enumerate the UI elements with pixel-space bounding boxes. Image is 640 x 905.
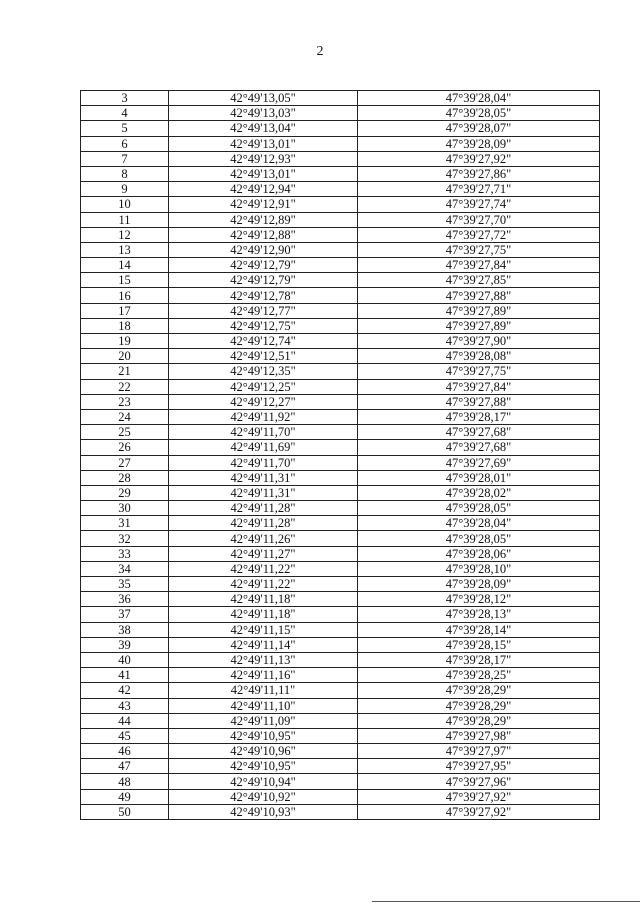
latitude-cell: 42°49'11,69" bbox=[169, 440, 358, 455]
table-row bbox=[81, 607, 600, 622]
table-row bbox=[81, 334, 600, 349]
latitude-cell: 42°49'11,26" bbox=[169, 531, 358, 546]
point-number-cell: 33 bbox=[81, 546, 169, 561]
latitude-cell: 42°49'12,75" bbox=[169, 318, 358, 333]
latitude-cell: 42°49'11,70" bbox=[169, 425, 358, 440]
point-number-cell: 13 bbox=[81, 242, 169, 257]
point-number-cell: 15 bbox=[81, 273, 169, 288]
latitude-cell: 42°49'11,31" bbox=[169, 470, 358, 485]
table-row bbox=[81, 652, 600, 667]
bottom-rule bbox=[372, 901, 640, 902]
longitude-cell: 47°39'27,92" bbox=[358, 789, 600, 804]
point-number-cell: 21 bbox=[81, 364, 169, 379]
longitude-cell: 47°39'28,01" bbox=[358, 470, 600, 485]
table-row bbox=[81, 273, 600, 288]
longitude-cell: 47°39'28,29" bbox=[358, 683, 600, 698]
longitude-cell: 47°39'27,95" bbox=[358, 759, 600, 774]
longitude-cell: 47°39'28,29" bbox=[358, 713, 600, 728]
table-row bbox=[81, 501, 600, 516]
longitude-cell: 47°39'27,97" bbox=[358, 744, 600, 759]
table-row bbox=[81, 136, 600, 151]
longitude-cell: 47°39'27,88" bbox=[358, 394, 600, 409]
table-row bbox=[81, 622, 600, 637]
point-number-cell: 11 bbox=[81, 212, 169, 227]
longitude-cell: 47°39'28,08" bbox=[358, 349, 600, 364]
table-row bbox=[81, 561, 600, 576]
point-number-cell: 46 bbox=[81, 744, 169, 759]
longitude-cell: 47°39'27,69" bbox=[358, 455, 600, 470]
point-number-cell: 28 bbox=[81, 470, 169, 485]
longitude-cell: 47°39'27,68" bbox=[358, 425, 600, 440]
longitude-cell: 47°39'27,68" bbox=[358, 440, 600, 455]
point-number-cell: 23 bbox=[81, 394, 169, 409]
point-number-cell: 45 bbox=[81, 728, 169, 743]
latitude-cell: 42°49'10,95" bbox=[169, 728, 358, 743]
point-number-cell: 4 bbox=[81, 106, 169, 121]
table-row bbox=[81, 242, 600, 257]
longitude-cell: 47°39'28,29" bbox=[358, 698, 600, 713]
point-number-cell: 16 bbox=[81, 288, 169, 303]
table-row bbox=[81, 364, 600, 379]
longitude-cell: 47°39'28,04" bbox=[358, 516, 600, 531]
table-row bbox=[81, 789, 600, 804]
latitude-cell: 42°49'11,28" bbox=[169, 501, 358, 516]
longitude-cell: 47°39'27,92" bbox=[358, 804, 600, 819]
longitude-cell: 47°39'27,75" bbox=[358, 242, 600, 257]
point-number-cell: 39 bbox=[81, 637, 169, 652]
latitude-cell: 42°49'12,91" bbox=[169, 197, 358, 212]
longitude-cell: 47°39'28,12" bbox=[358, 592, 600, 607]
table-row bbox=[81, 577, 600, 592]
longitude-cell: 47°39'28,09" bbox=[358, 577, 600, 592]
longitude-cell: 47°39'28,13" bbox=[358, 607, 600, 622]
latitude-cell: 42°49'10,93" bbox=[169, 804, 358, 819]
point-number-cell: 41 bbox=[81, 668, 169, 683]
table-row bbox=[81, 379, 600, 394]
table-row bbox=[81, 303, 600, 318]
table-row bbox=[81, 166, 600, 181]
longitude-cell: 47°39'27,84" bbox=[358, 258, 600, 273]
point-number-cell: 47 bbox=[81, 759, 169, 774]
latitude-cell: 42°49'11,16" bbox=[169, 668, 358, 683]
table-row bbox=[81, 744, 600, 759]
page-number: 2 bbox=[316, 44, 324, 59]
latitude-cell: 42°49'11,18" bbox=[169, 592, 358, 607]
latitude-cell: 42°49'12,77" bbox=[169, 303, 358, 318]
latitude-cell: 42°49'11,22" bbox=[169, 561, 358, 576]
latitude-cell: 42°49'12,51" bbox=[169, 349, 358, 364]
longitude-cell: 47°39'27,86" bbox=[358, 166, 600, 181]
longitude-cell: 47°39'28,05" bbox=[358, 501, 600, 516]
latitude-cell: 42°49'12,74" bbox=[169, 334, 358, 349]
latitude-cell: 42°49'11,15" bbox=[169, 622, 358, 637]
table-row bbox=[81, 106, 600, 121]
latitude-cell: 42°49'11,22" bbox=[169, 577, 358, 592]
point-number-cell: 40 bbox=[81, 652, 169, 667]
table-row bbox=[81, 698, 600, 713]
longitude-cell: 47°39'27,92" bbox=[358, 151, 600, 166]
table-row bbox=[81, 349, 600, 364]
point-number-cell: 43 bbox=[81, 698, 169, 713]
point-number-cell: 34 bbox=[81, 561, 169, 576]
latitude-cell: 42°49'12,78" bbox=[169, 288, 358, 303]
table-row bbox=[81, 683, 600, 698]
longitude-cell: 47°39'28,05" bbox=[358, 531, 600, 546]
longitude-cell: 47°39'28,06" bbox=[358, 546, 600, 561]
latitude-cell: 42°49'11,70" bbox=[169, 455, 358, 470]
latitude-cell: 42°49'10,92" bbox=[169, 789, 358, 804]
longitude-cell: 47°39'27,89" bbox=[358, 303, 600, 318]
table-row bbox=[81, 531, 600, 546]
table-row bbox=[81, 121, 600, 136]
table-row bbox=[81, 485, 600, 500]
table-row bbox=[81, 394, 600, 409]
table-row bbox=[81, 804, 600, 819]
latitude-cell: 42°49'11,92" bbox=[169, 409, 358, 424]
latitude-cell: 42°49'10,96" bbox=[169, 744, 358, 759]
table-row bbox=[81, 258, 600, 273]
point-number-cell: 31 bbox=[81, 516, 169, 531]
latitude-cell: 42°49'12,90" bbox=[169, 242, 358, 257]
point-number-cell: 3 bbox=[81, 91, 169, 106]
table-row bbox=[81, 440, 600, 455]
longitude-cell: 47°39'27,88" bbox=[358, 288, 600, 303]
longitude-cell: 47°39'27,89" bbox=[358, 318, 600, 333]
latitude-cell: 42°49'12,89" bbox=[169, 212, 358, 227]
longitude-cell: 47°39'28,15" bbox=[358, 637, 600, 652]
longitude-cell: 47°39'28,07" bbox=[358, 121, 600, 136]
point-number-cell: 25 bbox=[81, 425, 169, 440]
point-number-cell: 18 bbox=[81, 318, 169, 333]
table-row bbox=[81, 151, 600, 166]
longitude-cell: 47°39'27,98" bbox=[358, 728, 600, 743]
point-number-cell: 29 bbox=[81, 485, 169, 500]
longitude-cell: 47°39'28,09" bbox=[358, 136, 600, 151]
latitude-cell: 42°49'11,11" bbox=[169, 683, 358, 698]
table-row bbox=[81, 288, 600, 303]
point-number-cell: 38 bbox=[81, 622, 169, 637]
table-row bbox=[81, 516, 600, 531]
latitude-cell: 42°49'13,01" bbox=[169, 136, 358, 151]
table-row bbox=[81, 212, 600, 227]
table-row bbox=[81, 91, 600, 106]
point-number-cell: 49 bbox=[81, 789, 169, 804]
table-row bbox=[81, 318, 600, 333]
latitude-cell: 42°49'10,95" bbox=[169, 759, 358, 774]
table-row bbox=[81, 197, 600, 212]
point-number-cell: 32 bbox=[81, 531, 169, 546]
table-row bbox=[81, 227, 600, 242]
longitude-cell: 47°39'27,74" bbox=[358, 197, 600, 212]
latitude-cell: 42°49'11,28" bbox=[169, 516, 358, 531]
latitude-cell: 42°49'12,35" bbox=[169, 364, 358, 379]
longitude-cell: 47°39'28,25" bbox=[358, 668, 600, 683]
longitude-cell: 47°39'27,84" bbox=[358, 379, 600, 394]
point-number-cell: 36 bbox=[81, 592, 169, 607]
latitude-cell: 42°49'12,79" bbox=[169, 273, 358, 288]
coordinates-table bbox=[80, 90, 600, 820]
point-number-cell: 50 bbox=[81, 804, 169, 819]
point-number-cell: 26 bbox=[81, 440, 169, 455]
table-row bbox=[81, 592, 600, 607]
point-number-cell: 37 bbox=[81, 607, 169, 622]
longitude-cell: 47°39'27,75" bbox=[358, 364, 600, 379]
point-number-cell: 10 bbox=[81, 197, 169, 212]
latitude-cell: 42°49'13,04" bbox=[169, 121, 358, 136]
latitude-cell: 42°49'11,10" bbox=[169, 698, 358, 713]
latitude-cell: 42°49'11,27" bbox=[169, 546, 358, 561]
point-number-cell: 7 bbox=[81, 151, 169, 166]
table-row bbox=[81, 425, 600, 440]
point-number-cell: 24 bbox=[81, 409, 169, 424]
point-number-cell: 27 bbox=[81, 455, 169, 470]
latitude-cell: 42°49'13,05" bbox=[169, 91, 358, 106]
point-number-cell: 22 bbox=[81, 379, 169, 394]
latitude-cell: 42°49'11,14" bbox=[169, 637, 358, 652]
longitude-cell: 47°39'28,17" bbox=[358, 409, 600, 424]
point-number-cell: 30 bbox=[81, 501, 169, 516]
longitude-cell: 47°39'27,85" bbox=[358, 273, 600, 288]
latitude-cell: 42°49'11,31" bbox=[169, 485, 358, 500]
table-row bbox=[81, 470, 600, 485]
table-row bbox=[81, 637, 600, 652]
latitude-cell: 42°49'12,27" bbox=[169, 394, 358, 409]
table-row bbox=[81, 546, 600, 561]
latitude-cell: 42°49'11,09" bbox=[169, 713, 358, 728]
longitude-cell: 47°39'27,96" bbox=[358, 774, 600, 789]
point-number-cell: 35 bbox=[81, 577, 169, 592]
latitude-cell: 42°49'12,94" bbox=[169, 182, 358, 197]
point-number-cell: 19 bbox=[81, 334, 169, 349]
latitude-cell: 42°49'11,18" bbox=[169, 607, 358, 622]
latitude-cell: 42°49'12,93" bbox=[169, 151, 358, 166]
table-row bbox=[81, 455, 600, 470]
point-number-cell: 5 bbox=[81, 121, 169, 136]
table-row bbox=[81, 728, 600, 743]
latitude-cell: 42°49'12,88" bbox=[169, 227, 358, 242]
point-number-cell: 12 bbox=[81, 227, 169, 242]
longitude-cell: 47°39'27,70" bbox=[358, 212, 600, 227]
latitude-cell: 42°49'12,79" bbox=[169, 258, 358, 273]
longitude-cell: 47°39'28,05" bbox=[358, 106, 600, 121]
point-number-cell: 42 bbox=[81, 683, 169, 698]
longitude-cell: 47°39'28,14" bbox=[358, 622, 600, 637]
point-number-cell: 17 bbox=[81, 303, 169, 318]
point-number-cell: 20 bbox=[81, 349, 169, 364]
longitude-cell: 47°39'27,72" bbox=[358, 227, 600, 242]
latitude-cell: 42°49'11,13" bbox=[169, 652, 358, 667]
longitude-cell: 47°39'27,71" bbox=[358, 182, 600, 197]
longitude-cell: 47°39'28,04" bbox=[358, 91, 600, 106]
point-number-cell: 8 bbox=[81, 166, 169, 181]
latitude-cell: 42°49'10,94" bbox=[169, 774, 358, 789]
point-number-cell: 48 bbox=[81, 774, 169, 789]
point-number-cell: 44 bbox=[81, 713, 169, 728]
table-row bbox=[81, 409, 600, 424]
table-row bbox=[81, 774, 600, 789]
coordinates-table-body bbox=[81, 91, 600, 820]
latitude-cell: 42°49'13,03" bbox=[169, 106, 358, 121]
table-row bbox=[81, 713, 600, 728]
longitude-cell: 47°39'28,17" bbox=[358, 652, 600, 667]
point-number-cell: 14 bbox=[81, 258, 169, 273]
longitude-cell: 47°39'27,90" bbox=[358, 334, 600, 349]
latitude-cell: 42°49'13,01" bbox=[169, 166, 358, 181]
table-row bbox=[81, 668, 600, 683]
point-number-cell: 9 bbox=[81, 182, 169, 197]
table-row bbox=[81, 182, 600, 197]
longitude-cell: 47°39'28,02" bbox=[358, 485, 600, 500]
longitude-cell: 47°39'28,10" bbox=[358, 561, 600, 576]
latitude-cell: 42°49'12,25" bbox=[169, 379, 358, 394]
table-row bbox=[81, 759, 600, 774]
point-number-cell: 6 bbox=[81, 136, 169, 151]
